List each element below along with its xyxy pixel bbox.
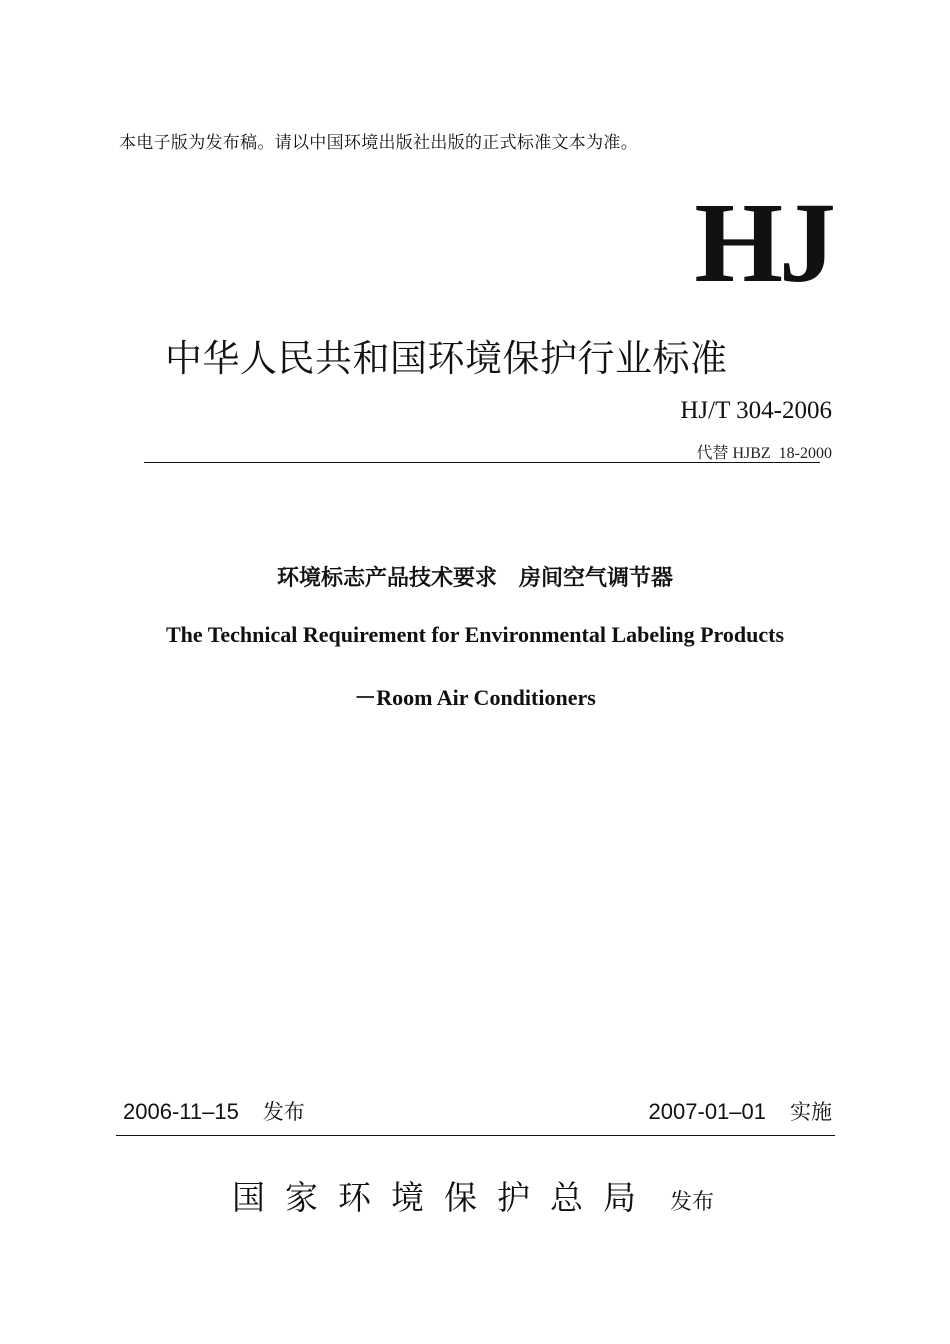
document-title-en-line1: The Technical Requirement for Environmental Labeling Products [165, 622, 785, 647]
replaces-note: 代替 HJBZ 18-2000 [696, 445, 832, 462]
publisher-block [232, 1172, 714, 1219]
hj-logo: HJ [694, 179, 832, 306]
release-date-block [123, 1096, 305, 1126]
publisher-action: 发布 [670, 1190, 715, 1215]
effective-date-block [649, 1096, 832, 1126]
effective-date: 2007-01–01 [648, 1099, 766, 1124]
footer-divider [116, 1135, 835, 1136]
document-title-en-line2: －Room Air Conditioners [354, 685, 596, 710]
standard-category-title: 中华人民共和国环境保护行业标准 [165, 337, 728, 380]
standard-code: HJ/T 304-2006 [680, 397, 832, 424]
publisher-name: 国家环境保护总局 [232, 1178, 656, 1217]
document-title-zh: 环境标志产品技术要求 房间空气调节器 [276, 566, 673, 591]
notice-text: 本电子版为发布稿。请以中国环境出版社出版的正式标准文本为准。 [119, 133, 638, 153]
header-divider [144, 462, 820, 463]
release-label: 发布 [262, 1100, 305, 1124]
release-date: 2006-11–15 [123, 1099, 239, 1124]
effective-label: 实施 [790, 1100, 832, 1124]
